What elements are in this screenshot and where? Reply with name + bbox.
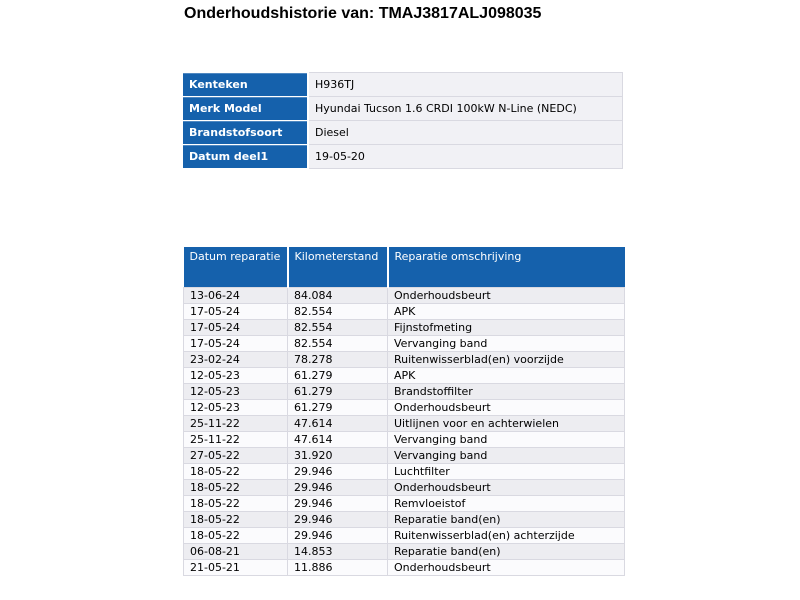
- repair-date-cell: 13-06-24: [184, 287, 288, 303]
- repair-date-cell: 12-05-23: [184, 399, 288, 415]
- vehicle-info-label: Brandstofsoort: [183, 121, 308, 145]
- repair-km-cell: 47.614: [288, 415, 388, 431]
- repair-date-cell: 18-05-22: [184, 511, 288, 527]
- repair-description-cell: Onderhoudsbeurt: [388, 287, 625, 303]
- vehicle-info-row: [183, 145, 623, 169]
- repair-description-cell: Vervanging band: [388, 447, 625, 463]
- repair-km-cell: 29.946: [288, 527, 388, 543]
- repair-date-cell: 18-05-22: [184, 527, 288, 543]
- repair-description-cell: Remvloeistof: [388, 495, 625, 511]
- vehicle-info-value: 19-05-20: [308, 145, 623, 169]
- repair-date-cell: 18-05-22: [184, 495, 288, 511]
- repair-date-cell: 17-05-24: [184, 319, 288, 335]
- repairs-column-header: Kilometerstand: [288, 247, 388, 287]
- repair-history-row: [184, 495, 625, 511]
- repair-history-row: [184, 415, 625, 431]
- repair-history-row: [184, 527, 625, 543]
- vehicle-info-table: [183, 72, 623, 169]
- repairs-column-header: Reparatie omschrijving: [388, 247, 625, 287]
- repair-description-cell: Luchtfilter: [388, 463, 625, 479]
- repair-km-cell: 29.946: [288, 511, 388, 527]
- repair-km-cell: 14.853: [288, 543, 388, 559]
- repair-description-cell: APK: [388, 367, 625, 383]
- repair-km-cell: 84.084: [288, 287, 388, 303]
- repair-description-cell: APK: [388, 303, 625, 319]
- repair-km-cell: 82.554: [288, 319, 388, 335]
- repair-history-row: [184, 431, 625, 447]
- repair-description-cell: Onderhoudsbeurt: [388, 399, 625, 415]
- vehicle-info-label: Datum deel1: [183, 145, 308, 169]
- repair-date-cell: 23-02-24: [184, 351, 288, 367]
- repair-km-cell: 82.554: [288, 303, 388, 319]
- repair-description-cell: Onderhoudsbeurt: [388, 479, 625, 495]
- repair-history-row: [184, 351, 625, 367]
- vehicle-info-row: [183, 97, 623, 121]
- repair-km-cell: 82.554: [288, 335, 388, 351]
- repair-history-row: [184, 447, 625, 463]
- repair-description-cell: Fijnstofmeting: [388, 319, 625, 335]
- repair-description-cell: Onderhoudsbeurt: [388, 559, 625, 575]
- vehicle-info-label: Kenteken: [183, 73, 308, 97]
- repairs-column-header: Datum reparatie: [184, 247, 288, 287]
- repair-km-cell: 78.278: [288, 351, 388, 367]
- repair-date-cell: 18-05-22: [184, 463, 288, 479]
- vehicle-info-value: Hyundai Tucson 1.6 CRDI 100kW N-Line (NEDC): [308, 97, 623, 121]
- repair-date-cell: 17-05-24: [184, 303, 288, 319]
- repair-description-cell: Reparatie band(en): [388, 543, 625, 559]
- vehicle-info-label: Merk Model: [183, 97, 308, 121]
- repair-history-row: [184, 559, 625, 575]
- vehicle-info-value: H936TJ: [308, 73, 623, 97]
- repair-date-cell: 27-05-22: [184, 447, 288, 463]
- repair-description-cell: Brandstoffilter: [388, 383, 625, 399]
- repair-km-cell: 31.920: [288, 447, 388, 463]
- vehicle-info-row: [183, 73, 623, 97]
- repair-date-cell: 25-11-22: [184, 415, 288, 431]
- repair-km-cell: 29.946: [288, 463, 388, 479]
- repair-history-row: [184, 543, 625, 559]
- repair-history-row: [184, 367, 625, 383]
- repair-history-table: [183, 247, 625, 576]
- repair-date-cell: 21-05-21: [184, 559, 288, 575]
- repair-km-cell: 61.279: [288, 383, 388, 399]
- repair-date-cell: 25-11-22: [184, 431, 288, 447]
- repair-km-cell: 29.946: [288, 479, 388, 495]
- repair-description-cell: Vervanging band: [388, 335, 625, 351]
- repair-history-row: [184, 463, 625, 479]
- repair-date-cell: 12-05-23: [184, 367, 288, 383]
- vehicle-info-value: Diesel: [308, 121, 623, 145]
- repair-history-row: [184, 399, 625, 415]
- repair-history-row: [184, 511, 625, 527]
- repair-km-cell: 61.279: [288, 399, 388, 415]
- page-title: Onderhoudshistorie van: TMAJ3817ALJ098035: [184, 5, 542, 22]
- repair-history-row: [184, 303, 625, 319]
- repair-date-cell: 17-05-24: [184, 335, 288, 351]
- repair-description-cell: Vervanging band: [388, 431, 625, 447]
- repair-km-cell: 61.279: [288, 367, 388, 383]
- repair-history-row: [184, 383, 625, 399]
- repair-date-cell: 12-05-23: [184, 383, 288, 399]
- repair-km-cell: 29.946: [288, 495, 388, 511]
- repair-description-cell: Ruitenwisserblad(en) voorzijde: [388, 351, 625, 367]
- repair-history-row: [184, 319, 625, 335]
- repair-history-header-row: [184, 247, 625, 287]
- repair-date-cell: 06-08-21: [184, 543, 288, 559]
- repair-description-cell: Reparatie band(en): [388, 511, 625, 527]
- repair-history-row: [184, 287, 625, 303]
- vehicle-info-row: [183, 121, 623, 145]
- repair-description-cell: Uitlijnen voor en achterwielen: [388, 415, 625, 431]
- repair-description-cell: Ruitenwisserblad(en) achterzijde: [388, 527, 625, 543]
- repair-date-cell: 18-05-22: [184, 479, 288, 495]
- repair-history-row: [184, 479, 625, 495]
- repair-km-cell: 11.886: [288, 559, 388, 575]
- repair-history-row: [184, 335, 625, 351]
- repair-km-cell: 47.614: [288, 431, 388, 447]
